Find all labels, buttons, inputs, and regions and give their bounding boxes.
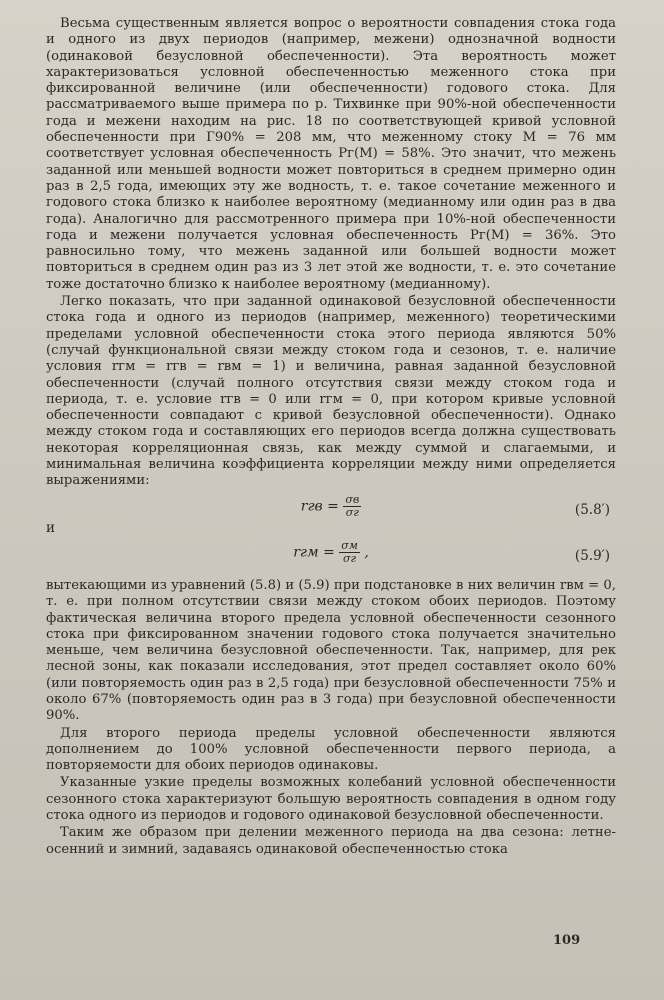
paragraph-2: Легко показать, что при заданной одинаковой безусловной обеспеченности стока года и одного из периодов (например, меженного) теоретическими пределами условной обеспеченности стока этого периода являются 50% (случай функциональной связи между стоком года и сезонов, т. е. наличие условия rгм = rгв = rвм = 1) и величина, равная заданной безусловной обеспеченности (случай полного отсутствия связи между стоком года и периода, т. е. условие rгв = 0 или rгм = 0, при котором кривые условной обеспеченности совпадают с кривой безусловной обеспеченности). Однако между стоком года и составляющих его периодов всегда должна существовать некоторая корреляционная связь, как между суммой и слагаемыми, и минимальная величина коэффициента корреляции между ними определяется выражениями: — [46, 294, 616, 489]
formula-5-9-number: (5.9′) — [574, 547, 610, 564]
formula-5-9-lhs: rгм = — [293, 544, 335, 561]
formula-5-8-lhs: rгв = — [300, 498, 339, 515]
page-text-body — [46, 16, 616, 858]
paragraph-6: Таким же образом при делении меженного периода на два сезона: летне-осенний и зимний, задаваясь одинаковой обеспеченностью стока — [46, 825, 616, 857]
formula-5-9-expression — [46, 540, 616, 565]
formula-5-8 — [46, 494, 616, 528]
formula-5-8-expression — [46, 494, 616, 519]
paragraph-4: Для второго периода пределы условной обеспеченности являются дополнением до 100% условной обеспеченности первого периода, а повторяемости для обоих периодов одинаковы. — [46, 725, 616, 774]
formula-5-8-numerator: σв — [345, 492, 360, 506]
paragraph-5: Указанные узкие пределы возможных колебаний условной обеспеченности сезонного стока характеризуют большую вероятность совпадения в одном году стока одного из периодов и годового одинаковой безусловной обеспеченности. — [46, 775, 616, 824]
conjunction-and: и — [46, 519, 55, 536]
formula-5-8-fraction — [343, 494, 361, 519]
formula-5-9 — [46, 540, 616, 574]
formula-5-9-tail: , — [364, 544, 369, 561]
formula-5-8-number: (5.8′) — [574, 501, 610, 518]
page-number: 109 — [553, 933, 581, 948]
formula-5-8-denominator: σг — [345, 505, 359, 519]
paragraph-3: вытекающими из уравнений (5.8) и (5.9) при подстановке в них величин rвм = 0, т. е. при полном отсутствии связи между стоком обоих периодов. Поэтому фактическая величина второго предела условной обеспеченности сезонного стока при фиксированном значении годового стока получается значительно меньше, чем величина безусловной обеспеченности. Так, например, для рек лесной зоны, как показали исследования, этот предел составляет около 60% (или повторяемость один раз в 2,5 года) при безусловной обеспеченности 75% и около 67% (повторяемость один раз в 3 года) при безусловной обеспеченности 90%. — [46, 577, 616, 724]
formula-5-9-fraction — [339, 540, 360, 565]
paragraph-1: Весьма существенным является вопрос о вероятности совпадения стока года и одного из двух периодов (например, межени) однозначной водности (одинаковой безусловной обеспеченности). Эта вероятность может характеризоваться условной обеспеченностью меженного стока при фиксированной величине (или обеспеченности) годового стока. Для рассматриваемого выше примера по р. Тихвинке при 90%-ной обеспеченности года и межени находим на рис. 18 по соответствующей кривой условной обеспеченности при Г90% = 208 мм, что меженному стоку М = 76 мм соответствует условная обеспеченность Pг(М) = 58%. Это значит, что межень заданной или меньшей водности может повториться в среднем примерно один раз в 2,5 года, имеющих эту же водность, т. е. такое сочетание меженного и годового стока близко к наиболее вероятному (медианному или один раз в два года). Аналогично для рассмотренного примера при 10%-ной обеспеченности года и межени получается условная обеспеченность Pг(М) = 36%. Это равносильно тому, что межень заданной или большей водности может повториться в среднем один раз из 3 лет этой же водности, т. е. это сочетание тоже достаточно близко к наиболее вероятному (медианному). — [46, 16, 616, 292]
formula-5-9-numerator: σм — [341, 538, 358, 552]
formula-5-9-denominator: σг — [343, 551, 357, 565]
